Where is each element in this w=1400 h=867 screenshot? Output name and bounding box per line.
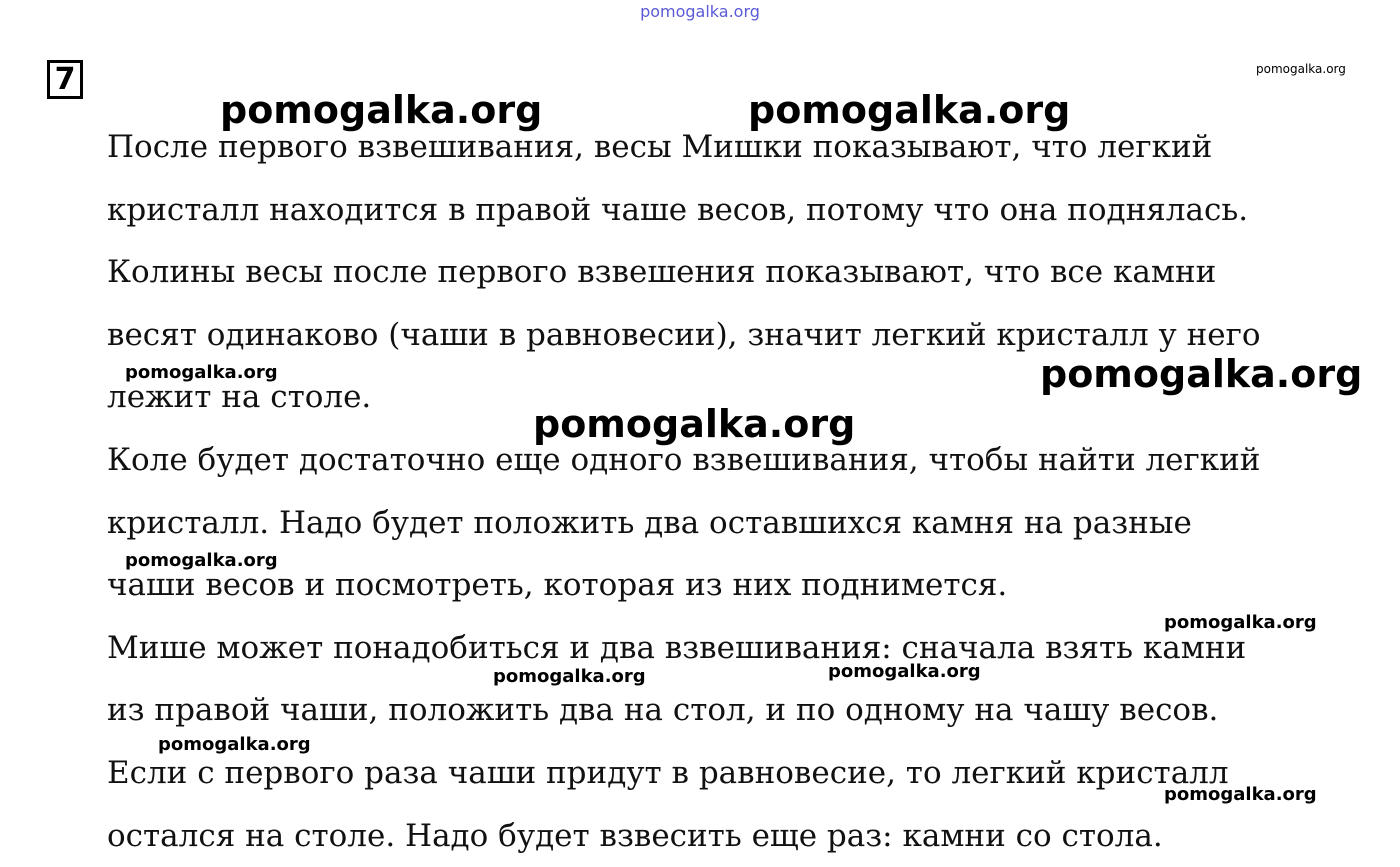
watermark: pomogalka.org xyxy=(493,666,646,687)
task-number: 7 xyxy=(47,60,83,99)
watermark: pomogalka.org xyxy=(1164,784,1317,805)
text-line: После первого взвешивания, весы Мишки показывают, что легкий xyxy=(107,129,1213,165)
text-line: чаши весов и посмотреть, которая из них поднимется. xyxy=(107,567,1008,604)
watermark: pomogalka.org xyxy=(158,734,311,755)
watermark: pomogalka.org xyxy=(1040,352,1363,396)
text-line: Мише может понадобиться и два взвешивания: сначала взять камни xyxy=(107,629,1247,666)
text-line: Колины весы после первого взвешения показывают, что все камни xyxy=(107,254,1217,291)
watermark: pomogalka.org xyxy=(220,88,543,132)
watermark: pomogalka.org xyxy=(828,661,981,682)
text-line: лежит на столе. xyxy=(107,379,372,416)
site-link[interactable]: pomogalka.org xyxy=(640,2,760,21)
text-line: кристалл находится в правой чаше весов, потому что она поднялась. xyxy=(107,191,1249,228)
text-line: остался на столе. Надо будет взвесить еще раз: камни со стола. xyxy=(107,817,1163,854)
watermark: pomogalka.org xyxy=(125,362,278,383)
text-line: весят одинаково (чаши в равновесии), значит легкий кристалл у него xyxy=(107,316,1261,353)
watermark: pomogalka.org xyxy=(748,88,1071,132)
text-line: кристалл. Надо будет положить два оставшихся камня на разные xyxy=(107,504,1192,541)
watermark: pomogalka.org xyxy=(1164,612,1317,633)
text-line: из правой чаши, положить два на стол, и по одному на чашу весов. xyxy=(107,692,1219,729)
text-line: Коле будет достаточно еще одного взвешивания, чтобы найти легкий xyxy=(107,441,1261,478)
watermark: pomogalka.org xyxy=(533,402,856,446)
corner-watermark: pomogalka.org xyxy=(1256,62,1346,76)
watermark: pomogalka.org xyxy=(125,550,278,571)
text-line: Если с первого раза чаши придут в равновесие, то легкий кристалл xyxy=(107,754,1229,791)
